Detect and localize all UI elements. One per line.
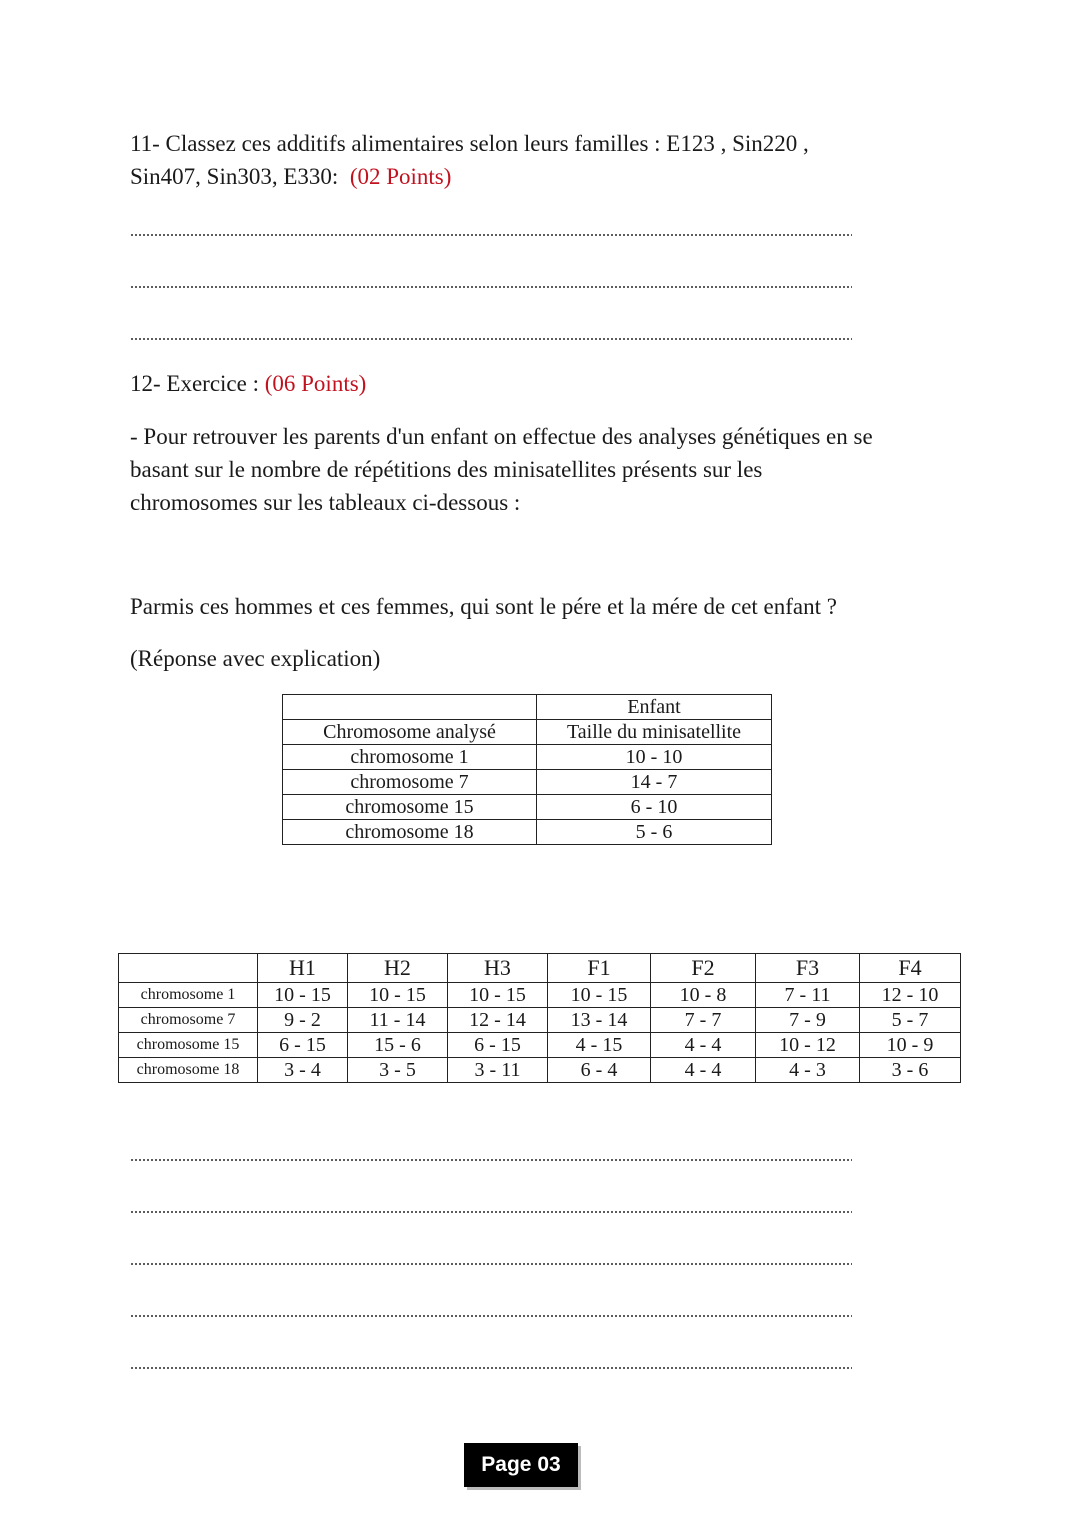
table-row [119,1008,961,1033]
table-row [283,720,772,745]
column-header: Taille du minisatellite [537,720,772,745]
table-cell: 5 - 7 [860,1008,961,1033]
column-header: H1 [258,954,348,983]
table-row [283,770,772,795]
table-cell: 10 - 15 [258,983,348,1008]
table-cell: 10 - 10 [537,745,772,770]
chromosome-label: chromosome 1 [283,745,537,770]
table-cell: 10 - 12 [756,1033,860,1058]
q11-points: (02 Points) [349,164,452,189]
table-cell: 3 - 6 [860,1058,961,1083]
table-row [283,820,772,845]
q11-text [130,127,1030,193]
answer-line [130,1158,852,1162]
q12-intro-line: - Pour retrouver les parents d'un enfant on effectue des analyses génétiques en se [130,424,873,449]
table-row [119,983,961,1008]
answer-line [130,1262,852,1266]
chromosome-label: chromosome 7 [119,1008,258,1033]
answer-line [130,1210,852,1214]
table-row [283,695,772,720]
q12-title: 12- Exercice : [130,371,259,396]
table-cell: 13 - 14 [548,1008,651,1033]
table-cell: 15 - 6 [348,1033,448,1058]
table-row [119,1033,961,1058]
table-cell: 4 - 4 [651,1058,756,1083]
table-cell: 10 - 15 [348,983,448,1008]
chromosome-label: chromosome 1 [119,983,258,1008]
q11-line2-text: Sin407, Sin303, E330: [130,164,339,189]
table-cell: 6 - 10 [537,795,772,820]
answer-line [130,1314,852,1318]
chromosome-label: chromosome 15 [283,795,537,820]
table-row [119,954,961,983]
table-cell: 7 - 9 [756,1008,860,1033]
table-cell-blank [283,695,537,720]
table-cell: 9 - 2 [258,1008,348,1033]
table-row [283,795,772,820]
q11-line2 [130,160,1030,193]
table-row [283,745,772,770]
column-header: H2 [348,954,448,983]
answer-line [130,233,852,237]
child-table [282,694,772,845]
table-cell-blank [119,954,258,983]
chromosome-label: chromosome 7 [283,770,537,795]
table-cell: 3 - 11 [448,1058,548,1083]
table-cell: 12 - 14 [448,1008,548,1033]
table-cell: 10 - 8 [651,983,756,1008]
q12-question: Parmis ces hommes et ces femmes, qui sont le pére et la mére de cet enfant ? [130,594,837,619]
table-cell: 14 - 7 [537,770,772,795]
table-cell: 4 - 3 [756,1058,860,1083]
column-header: H3 [448,954,548,983]
q12-intro-line: basant sur le nombre de répétitions des minisatellites présents sur les [130,457,763,482]
table-cell: 7 - 11 [756,983,860,1008]
q12-note: (Réponse avec explication) [130,646,381,671]
chromosome-label: chromosome 15 [119,1033,258,1058]
chromosome-label: chromosome 18 [283,820,537,845]
q11-line1: 11- Classez ces additifs alimentaires selon leurs familles : E123 , Sin220 , [130,131,809,156]
answer-line [130,285,852,289]
column-header: F3 [756,954,860,983]
table-cell: 6 - 15 [258,1033,348,1058]
table-cell: 3 - 5 [348,1058,448,1083]
table-cell: 5 - 6 [537,820,772,845]
table-cell: 4 - 4 [651,1033,756,1058]
column-header: F1 [548,954,651,983]
q12-intro [130,420,1030,519]
table-cell: 11 - 14 [348,1008,448,1033]
table-cell: 6 - 15 [448,1033,548,1058]
page-number: Page 03 [464,1443,578,1487]
table-cell: 7 - 7 [651,1008,756,1033]
q12-intro-line: chromosomes sur les tableaux ci-dessous : [130,490,521,515]
answer-line [130,337,852,341]
column-header: Chromosome analysé [283,720,537,745]
answer-line [130,1366,852,1370]
chromosome-label: chromosome 18 [119,1058,258,1083]
child-header: Enfant [537,695,772,720]
table-cell: 3 - 4 [258,1058,348,1083]
table-cell: 10 - 15 [448,983,548,1008]
column-header: F4 [860,954,961,983]
table-cell: 4 - 15 [548,1033,651,1058]
table-cell: 12 - 10 [860,983,961,1008]
q12-heading [130,367,366,400]
table-row [119,1058,961,1083]
parents-table [118,953,961,1083]
table-cell: 10 - 15 [548,983,651,1008]
q12-points: (06 Points) [264,371,367,396]
table-cell: 6 - 4 [548,1058,651,1083]
column-header: F2 [651,954,756,983]
table-cell: 10 - 9 [860,1033,961,1058]
